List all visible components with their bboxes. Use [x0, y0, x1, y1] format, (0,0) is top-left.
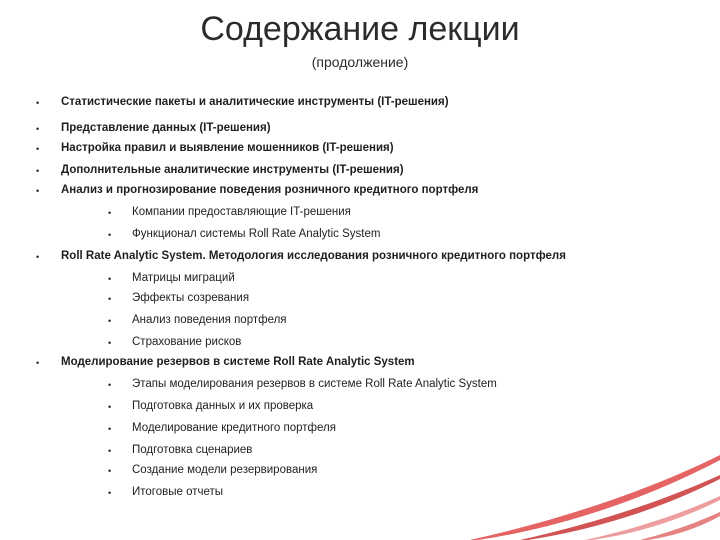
bullet-icon: •: [108, 488, 112, 498]
bullet-icon: •: [36, 358, 40, 368]
bullet-icon: •: [36, 124, 40, 134]
outline-item-text: Функционал системы Roll Rate Analytic System: [132, 228, 381, 240]
outline-item-text: Компании предоставляющие IT-решения: [132, 206, 351, 218]
bullet-icon: •: [108, 338, 112, 348]
bullet-icon: •: [108, 208, 112, 218]
bullet-icon: •: [108, 380, 112, 390]
bullet-icon: •: [108, 274, 112, 284]
bullet-icon: •: [108, 294, 112, 304]
bullet-icon: •: [108, 316, 112, 326]
outline-item-text: Эффекты созревания: [132, 292, 250, 304]
outline-item-text: Моделирование резервов в системе Roll Rate Analytic System: [61, 356, 415, 368]
outline-item-text: Анализ поведения портфеля: [132, 314, 287, 326]
outline-item-text: Статистические пакеты и аналитические инструменты (IT-решения): [61, 96, 449, 108]
outline-item-text: Настройка правил и выявление мошенников (IT-решения): [61, 142, 394, 154]
outline-item-text: Представление данных (IT-решения): [61, 122, 271, 134]
outline-item-text: Анализ и прогнозирование поведения розничного кредитного портфеля: [61, 184, 479, 196]
outline-item-text: Roll Rate Analytic System. Методология исследования розничного кредитного портфеля: [61, 250, 566, 262]
bullet-icon: •: [108, 402, 112, 412]
outline-item-text: Страхование рисков: [132, 336, 242, 348]
bullet-icon: •: [108, 230, 112, 240]
bullet-icon: •: [36, 144, 40, 154]
outline-item-text: Дополнительные аналитические инструменты (IT-решения): [61, 164, 404, 176]
bullet-icon: •: [36, 252, 40, 262]
slide-title: Содержание лекции: [200, 10, 520, 48]
outline-item-text: Подготовка данных и их проверка: [132, 400, 314, 412]
outline-item-text: Матрицы миграций: [132, 272, 235, 284]
bullet-icon: •: [36, 166, 40, 176]
bullet-icon: •: [108, 466, 112, 476]
bullet-icon: •: [36, 98, 40, 108]
outline-item-text: Итоговые отчеты: [132, 486, 224, 498]
outline-item-text: Этапы моделирования резервов в системе Roll Rate Analytic System: [132, 378, 497, 390]
outline-item-text: Подготовка сценариев: [132, 444, 253, 456]
bullet-icon: •: [108, 446, 112, 456]
bullet-icon: •: [108, 424, 112, 434]
outline-item-text: Моделирование кредитного портфеля: [132, 422, 336, 434]
bullet-icon: •: [36, 186, 40, 196]
outline-item-text: Создание модели резервирования: [132, 464, 318, 476]
slide-subtitle: (продолжение): [311, 54, 409, 70]
